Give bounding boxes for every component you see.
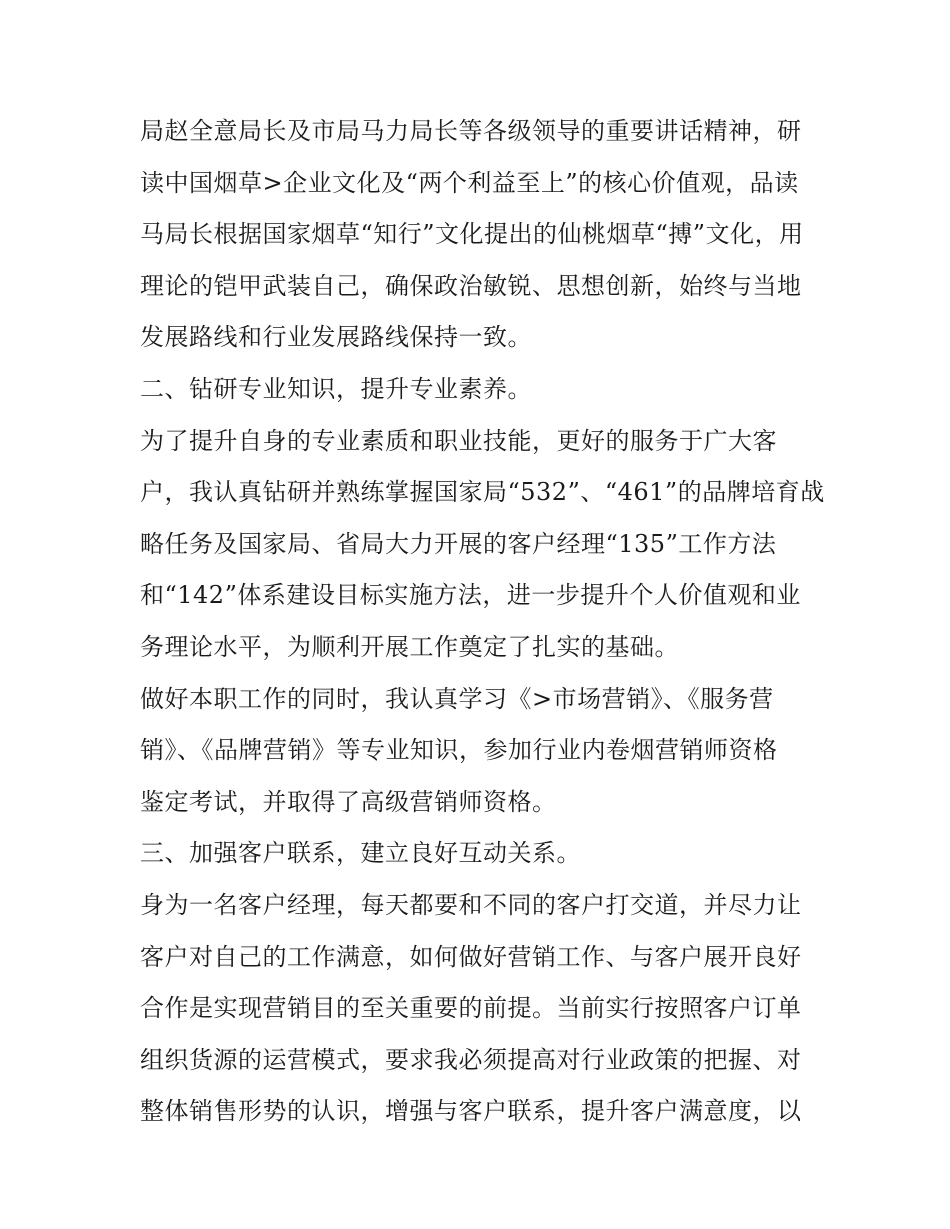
text-line: 略任务及国家局、省局大力开展的客户经理“135”工作方法 [140, 529, 777, 558]
text-line: 销》、《品牌营销》等专业知识，参加行业内卷烟营销师资格 [140, 736, 778, 765]
text-line: 发展路线和行业发展路线保持一致。 [140, 323, 532, 352]
text-line: 合作是实现营销目的至关重要的前提。当前实行按照客户订单 [140, 994, 802, 1023]
text-line: 整体销售形势的认识，增强与客户联系，提升客户满意度，以 [140, 1097, 802, 1126]
text-line: 身为一名客户经理，每天都要和不同的客户打交道，并尽力让 [140, 890, 802, 919]
text-line: 鉴定考试，并取得了高级营销师资格。 [140, 787, 557, 816]
text-line: 做好本职工作的同时，我认真学习《>市场营销》、《服务营 [140, 684, 774, 713]
text-line: 局赵全意局长及市局马力局长等各级领导的重要讲话精神，研 [140, 117, 802, 145]
section-heading: 二、钻研专业知识，提升专业素养。 [140, 374, 532, 403]
text-line: 和“142”体系建设目标实施方法，进一步提升个人价值观和业 [140, 581, 801, 610]
section-heading: 三、加强客户联系，建立良好互动关系。 [140, 839, 581, 868]
text-line: 户，我认真钻研并熟练掌握国家局“532”、“461”的品牌培育战 [140, 478, 825, 507]
text-line: 组织货源的运营模式，要求我必须提高对行业政策的把握、对 [140, 1045, 802, 1074]
text-line: 读中国烟草>企业文化及“两个利益至上”的核心价值观，品读 [140, 168, 799, 197]
text-line: 为了提升自身的专业素质和职业技能，更好的服务于广大客 [140, 426, 777, 455]
text-line: 客户对自己的工作满意，如何做好营销工作、与客户展开良好 [140, 942, 802, 971]
text-line: 务理论水平，为顺利开展工作奠定了扎实的基础。 [140, 632, 679, 661]
text-line: 理论的铠甲武装自己，确保政治敏锐、思想创新，始终与当地 [140, 271, 802, 300]
text-line: 马局长根据国家烟草“知行”文化提出的仙桃烟草“搏”文化，用 [140, 220, 804, 249]
body-text [140, 106, 825, 1138]
